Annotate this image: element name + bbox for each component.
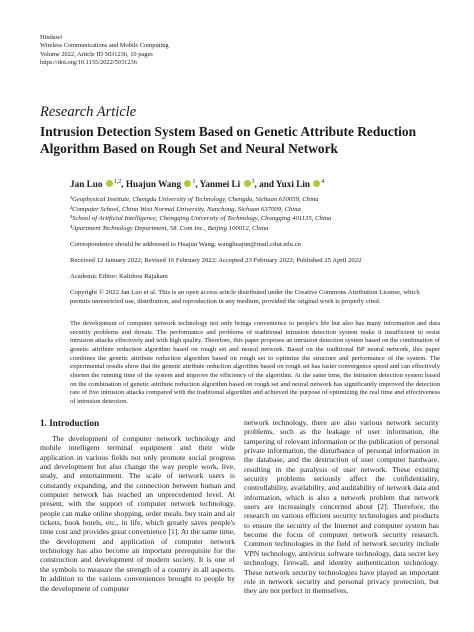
doi-link[interactable]: https://doi.org/10.1155/2022/5031236	[40, 58, 137, 66]
orcid-icon[interactable]	[313, 180, 320, 187]
volume-info: Volume 2022, Article ID 5031236, 10 pages	[40, 50, 153, 58]
body-paragraph: network technology, there are also various network security problems, such as the leakage of user information, the tampering of relevant information or the publication of personal private information, the disturbance of personal information in the database, and the destruction of user computer hardware, resulting in the paralysis of user network. These existing security problems seriously affect the confidentiality, controllability, availability, and auditability of network data and information, which is also a network problem that network users are increasingly concerned about [2]. Therefore, the research on various efficient security technologies and products to ensure the security of the Internet and computer system has become the focus of computer network security research. Common technologies in the field of network security include VPN technology, antivirus software technology, data secret key technology, firewall, and identity authentication technology. These network security technologies have played an important role in network security and personal privacy protection, but they are not perfect in themselves,	[244, 418, 439, 596]
body-paragraph: The development of computer network technology and mobile intelligent terminal equipment and their wide application in various fields not only promote social progress and development but also change the way people work, live, study, and entertainment. The scale of network users is constantly expanding, and the connection between human and computer network has reached an unprecedented level. At present, with the support of computer network technology, people can make online shopping, order meals, buy train and air tickets, book hotels, etc., in life, which greatly saves people's time cost and provides great convenience [1]. At the same time, the development and application of computer network technology has also become an important prerequisite for the construction and development of modern society. It is one of the symbols to measure the strength of a country in all aspects. In addition to the various conveniences brought to people by the development of computer	[40, 434, 235, 593]
correspondence: Correspondence should be addressed to Huajun Wang; wanghuajun@mail.cdut.edu.cn	[70, 241, 301, 248]
author-affil: 1,2	[113, 179, 122, 185]
affiliation: ²Computer School, China West Normal University, Nanchong, Sichuan 637009, China	[70, 205, 301, 213]
section-heading: 1. Introduction	[40, 418, 100, 428]
body-column-left	[40, 434, 235, 593]
orcid-icon[interactable]	[184, 180, 191, 187]
affiliations	[70, 195, 331, 233]
journal-header	[40, 34, 169, 67]
affiliation: ⁴Apartment Technology Department, 58. Com Inc., Beijing 100012, China	[70, 224, 269, 232]
copyright-notice: Copyright © 2022 Jan Luo et al. This is an open access article distributed under the Creative Commons Attribution License, which permits unrestricted use, distribution, and reproduction in any medium, provided the original work is properly cited.	[70, 289, 420, 305]
author-affil: 3	[251, 179, 255, 185]
author-name: and Yuxi Lin	[259, 179, 311, 190]
abstract-text: The development of computer network technology not only brings convenience to people's life but also has many information and data security problems and threats. The performance and problems of traditional intrusion detection system make it insufficient to resist intrusion attacks effectively and with high quality. Therefore, this paper proposes an intrusion detection system based on the combination of genetic attribute reduction algorithm based on rough set and neural network. Based on the traditional BP neural network, this paper combines the genetic attribute reduction algorithm based on rough set to optimize the structure and performance of the system. The experimental results show that the genetic attribute reduction algorithm based on rough set has faster convergence speed and can effectively shorten the running time of the system and improve the efficiency of the algorithm. At the same time, the intrusion detection system based on the combination of genetic attribute reduction algorithm based on rough set and neural network has significantly improved the detection rate of five intrusion attacks compared with the traditional algorithm and achieved the purpose of optimizing the real time and effectiveness of intrusion detection.	[70, 320, 440, 405]
publication-dates: Received 12 January 2022; Revised 16 February 2022; Accepted 23 February 2022; Published 25 April 2022	[70, 257, 362, 264]
journal-name: Wireless Communications and Mobile Computing	[40, 42, 169, 50]
author-affil: 1	[192, 179, 196, 185]
author-name: Huajun Wang	[125, 179, 182, 190]
publisher-name: Hindawi	[40, 34, 63, 41]
orcid-icon[interactable]	[106, 180, 113, 187]
academic-editor: Academic Editor: Kalidoss Rajakani	[70, 273, 168, 280]
affiliation: ¹Geophysical Institute, Chengdu University of Technology, Chengdu, Sichuan 610059, China	[70, 196, 319, 203]
orcid-icon[interactable]	[244, 180, 251, 187]
affiliation: ³School of Artificial Intelligence, Chongqing University of Technology, Chongqing 401135, China	[70, 215, 332, 223]
article-type: Research Article	[40, 104, 137, 120]
author-affil: 4	[321, 179, 325, 185]
paper-title: Intrusion Detection System Based on Genetic Attribute Reduction Algorithm Based on Rough Set and Neural Network	[40, 124, 417, 156]
author-name: Yanmei Li	[199, 179, 241, 190]
body-column-right	[244, 418, 439, 596]
author-name: Jan Luo	[70, 179, 103, 190]
author-list: Jan Luo $^{1,2}$, Huajun Wang $^1$, Yanmei Li $^3$, and Yuxi Lin $^4$	[70, 179, 325, 190]
